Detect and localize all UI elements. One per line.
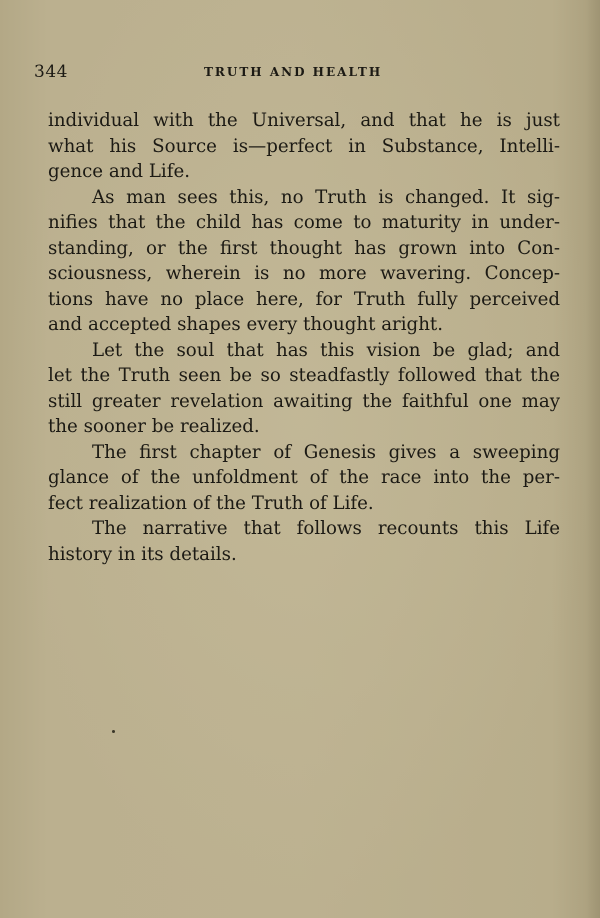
text-line: and accepted shapes every thought aright. xyxy=(48,314,443,335)
text-line: fect realization of the Truth of Life. xyxy=(48,492,374,514)
text-line: tions have no place here, for Truth fully perceived xyxy=(48,288,560,310)
paragraph-3 xyxy=(48,338,560,440)
running-head xyxy=(34,60,574,84)
text-line: The first chapter of Genesis gives a sweeping xyxy=(92,441,560,463)
page-number: 344 xyxy=(34,62,68,82)
text-line: As man sees this, no Truth is changed. It sig- xyxy=(92,186,560,208)
paragraph-2 xyxy=(48,185,560,338)
text-line: individual with the Universal, and that he is just xyxy=(48,110,560,131)
paragraph-5 xyxy=(48,516,560,567)
paper-speck xyxy=(112,730,115,733)
running-title: TRUTH AND HEALTH xyxy=(204,65,383,79)
text-line: the sooner be realized. xyxy=(48,416,260,437)
text-line: glance of the unfoldment of the race into the per- xyxy=(48,467,560,488)
paragraph-4 xyxy=(48,440,560,517)
body-text xyxy=(48,108,560,567)
text-line: let the Truth seen be so steadfastly followed that the xyxy=(48,365,560,386)
text-line: gence and Life. xyxy=(48,161,191,182)
text-line: sciousness, wherein is no more wavering. Concep- xyxy=(48,263,560,284)
text-line: nifies that the child has come to maturity in under- xyxy=(48,212,560,233)
text-line: standing, or the first thought has grown into Con- xyxy=(48,237,560,259)
text-line: The narrative that follows recounts this Life xyxy=(92,518,560,539)
text-line: Let the soul that has this vision be glad; and xyxy=(92,339,560,361)
paragraph-1 xyxy=(48,108,560,185)
text-line: what his Source is—perfect in Substance, Intelli- xyxy=(48,135,560,157)
text-line: history in its details. xyxy=(48,543,237,565)
text-line: still greater revelation awaiting the faithful one may xyxy=(48,390,560,412)
page-edge-shadow xyxy=(586,0,600,918)
